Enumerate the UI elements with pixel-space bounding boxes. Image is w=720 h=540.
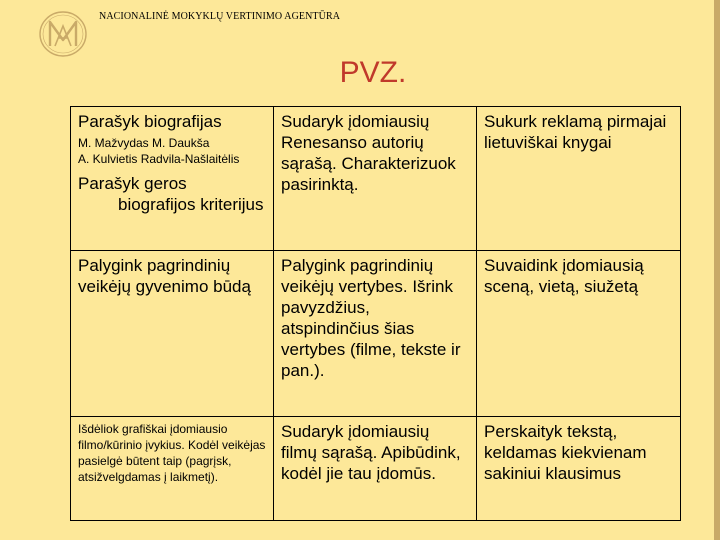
table-row — [71, 417, 681, 521]
cell-text: Palygink pagrindinių veikėjų vertybes. Išrink pavyzdžius, atspindinčius šias vertybes (filme, tekste ir pan.). — [281, 256, 461, 380]
table-cell — [477, 417, 681, 521]
page-title: PVZ. — [339, 56, 407, 89]
nmva-monogram-icon — [38, 10, 88, 58]
cell-names-line: M. Mažvydas M. Daukša — [78, 136, 210, 150]
table-cell — [274, 417, 477, 521]
cell-text: Perskaityk tekstą, keldamas kiekvienam sakiniui klausimus — [484, 422, 647, 483]
task-table — [70, 106, 681, 521]
table-cell — [71, 251, 274, 417]
table-cell — [477, 107, 681, 251]
table-cell — [477, 251, 681, 417]
cell-text: Suvaidink įdomiausią sceną, vietą, siužetą — [484, 256, 644, 296]
cell-text: Sudaryk įdomiausių filmų sąrašą. Apibūdink, kodėl jie tau įdomūs. — [281, 422, 461, 483]
cell-text: Sudaryk įdomiausių Renesanso autorių sąrašą. Charakterizuok pasirinktą. — [281, 112, 456, 194]
table-row — [71, 107, 681, 251]
table-row — [71, 251, 681, 417]
cell-main-text: Parašyk biografijas — [78, 112, 222, 131]
cell-names-line: A. Kulvietis Radvila-Našlaitėlis — [78, 152, 240, 166]
cell-text: Sukurk reklamą pirmajai lietuviškai knygai — [484, 112, 667, 152]
cell-text: Palygink pagrindinių veikėjų gyvenimo būdą — [78, 256, 251, 296]
cell-text: Išdėliok grafiškai įdomiausio filmo/kūrinio įvykius. Kodėl veikėjas pasielgė būtent taip (pagrįsk, atsižvelgdamas į laikmetį). — [78, 422, 266, 484]
table-cell — [274, 107, 477, 251]
agency-name: NACIONALINĖ MOKYKLŲ VERTINIMO AGENTŪRA — [99, 11, 341, 22]
table-cell — [274, 251, 477, 417]
table-cell — [71, 417, 274, 521]
table-cell — [71, 107, 274, 251]
cell-extra-text: Parašyk geros biografijos kriterijus — [78, 174, 264, 214]
